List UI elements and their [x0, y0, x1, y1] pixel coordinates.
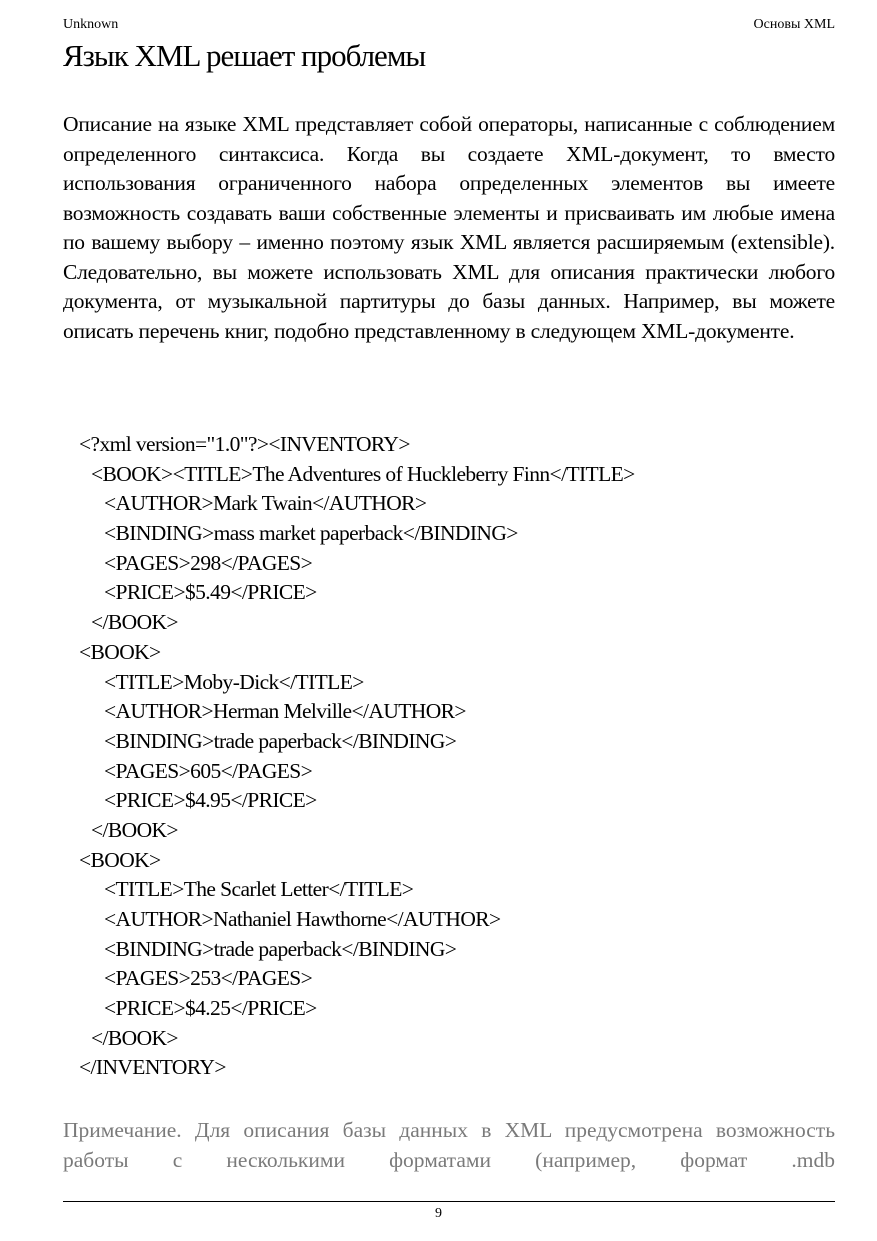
- code-line: <AUTHOR>Nathaniel Hawthorne</AUTHOR>: [104, 907, 501, 931]
- code-line: <?xml version="1.0"?><INVENTORY>: [79, 432, 410, 456]
- code-line: <PRICE>$4.95</PRICE>: [104, 788, 317, 813]
- code-line: <PAGES>605</PAGES>: [104, 758, 313, 783]
- code-line: <BOOK>: [79, 639, 161, 664]
- section-title: Язык XML решает проблемы: [63, 38, 426, 73]
- code-line: <BINDING>mass market paperback</BINDING>: [104, 521, 518, 546]
- code-line: <BOOK>: [79, 847, 161, 872]
- code-line: <TITLE>Moby-Dick</TITLE>: [104, 669, 364, 694]
- page-number: 9: [435, 1206, 442, 1221]
- footer-divider: [63, 1201, 835, 1202]
- xml-code-listing: [63, 430, 635, 1083]
- code-line: <PAGES>298</PAGES>: [104, 550, 313, 575]
- code-line: <BINDING>trade paperback</BINDING>: [104, 728, 457, 753]
- code-line: </BOOK>: [91, 817, 178, 842]
- code-line: </INVENTORY>: [79, 1055, 226, 1080]
- running-header-left: Unknown: [63, 17, 119, 32]
- note-paragraph: Примечание. Для описания базы данных в XML предусмотрена возможность работы с несколькими форматами (например, формат .mdb: [63, 1118, 835, 1172]
- running-header-right: Основы XML: [753, 17, 835, 32]
- code-line: <PRICE>$5.49</PRICE>: [104, 580, 317, 605]
- code-line: <PRICE>$4.25</PRICE>: [104, 996, 317, 1021]
- code-line: </BOOK>: [91, 610, 178, 635]
- code-line: <BOOK><TITLE>The Adventures of Huckleberry Finn</TITLE>: [91, 461, 635, 486]
- code-line: <BINDING>trade paperback</BINDING>: [104, 936, 457, 961]
- code-line: </BOOK>: [91, 1025, 178, 1050]
- code-line: <TITLE>The Scarlet Letter</TITLE>: [104, 877, 414, 902]
- code-line: <AUTHOR>Herman Melville</AUTHOR>: [104, 699, 466, 724]
- code-line: <PAGES>253</PAGES>: [104, 966, 313, 991]
- code-line: <AUTHOR>Mark Twain</AUTHOR>: [104, 491, 427, 516]
- body-paragraph: Описание на языке XML представляет собой операторы, написанные с соблюдением определенного синтаксиса. Когда вы создаете XML-документ, то вместо использования ограниченного набора определенных элементов вы имеете возможность создавать ваши собственные элементы и присваивать им любые имена по вашему выбору – именно поэтому язык XML является расширяемым (extensible). Следовательно, вы можете использовать XML для описания практически любого документа, от музыкальной партитуры до базы данных. Например, вы можете описать перечень книг, подобно представленному в следующем XML-документе.: [63, 112, 835, 343]
